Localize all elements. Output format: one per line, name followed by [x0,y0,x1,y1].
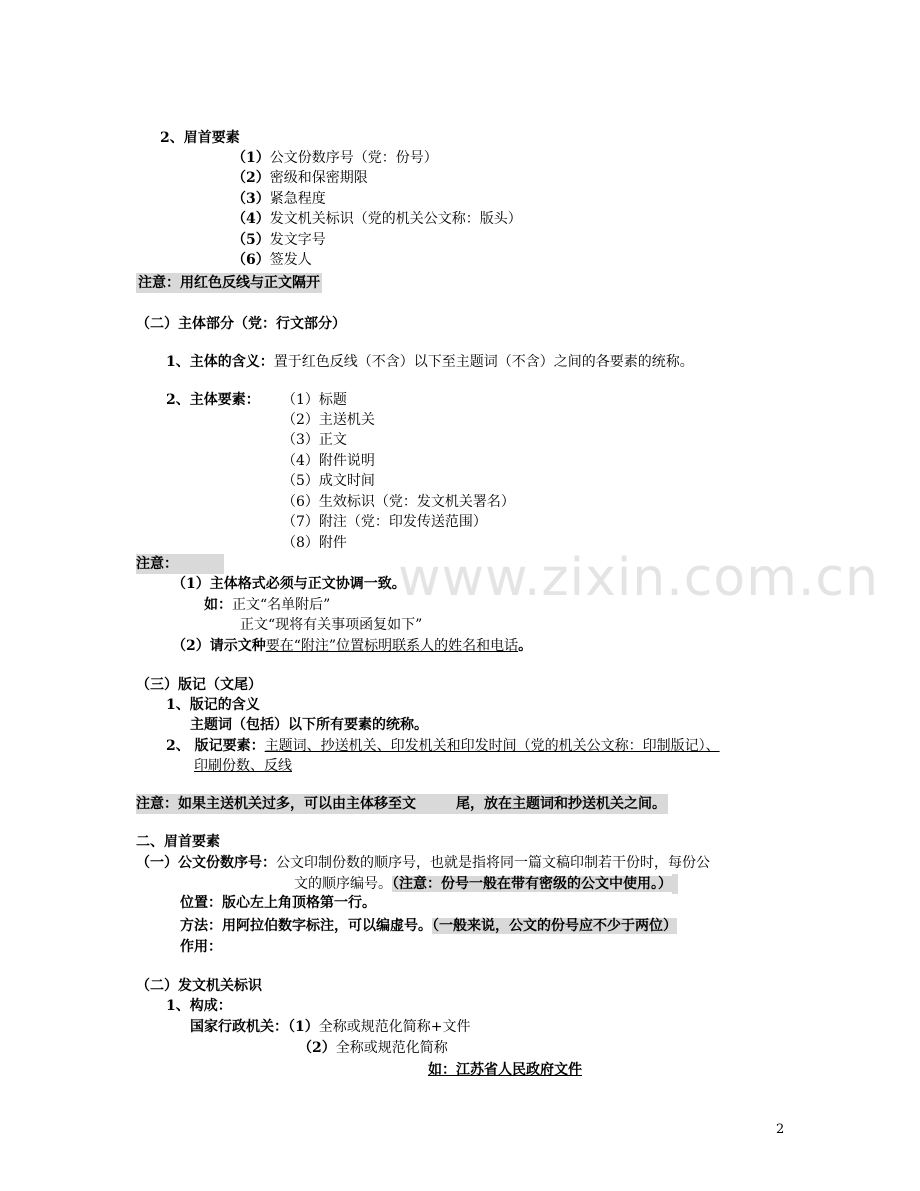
list-item: （7）附注（党：印发传送范围） [282,514,487,530]
elements-line: 2、 版记要素：主题词、抄送机关、印发机关和印发时间（党的机关公文称：印制版记）、 [166,738,720,754]
list-item: （3）正文 [282,432,347,448]
note-label: 注意： [136,554,224,574]
list-item: （8）附件 [282,535,347,551]
option-line: （2）全称或规范化简称 [298,1040,448,1056]
elements-label: 2、主体要素： [166,392,260,408]
body-line: 方法：用阿拉伯数字标注，可以编虚号。（一般来说，公文的份号应不少于两位） [180,918,677,934]
watermark: www.zixin.com.cn [398,548,879,608]
section-heading: 2、眉首要素 [160,130,240,146]
highlighted-note: 注意：如果主送机关过多，可以由主体移至文 尾，放在主题词和抄送机关之间。 [136,796,666,812]
list-item: （6）签发人 [232,252,312,268]
example-line: 如：江苏省人民政府文件 [428,1062,582,1078]
example-line: 正文“现将有关事项函复如下” [240,617,423,633]
body-line: 主题词（包括）以下所有要素的统称。 [190,717,428,733]
note-item: （2）请示文种要在“附注”位置标明联系人的姓名和电话。 [172,638,533,654]
definition-line: 文的顺序编号。（注意：份号一般在带有密级的公文中使用。） [294,874,678,894]
list-item: （6）生效标识（党：发文机关署名） [282,494,515,510]
definition-line: （一）公文份数序号：公文印制份数的顺序号，也就是指将同一篇文稿印制若干份时，每份公 [136,855,710,871]
list-item: （1）标题 [282,392,347,408]
section-heading: （二）发文机关标识 [136,978,262,994]
subheading: 1、版记的含义 [166,697,260,713]
definition-line: 1、主体的含义：置于红色反线（不含）以下至主题词（不含）之间的各要素的统称。 [166,354,694,370]
body-line: 作用： [180,939,222,955]
list-item: （4）发文机关标识（党的机关公文称：版头） [232,211,522,227]
section-heading: 二、眉首要素 [136,834,220,850]
section-heading: （二）主体部分（党：行文部分） [136,316,346,332]
list-item: （4）附件说明 [282,453,375,469]
note-item: （1）主体格式必须与正文协调一致。 [172,576,406,592]
section-heading: （三）版记（文尾） [136,677,262,693]
list-item: （5）发文字号 [232,232,326,248]
option-line: 国家行政机关：（1）全称或规范化简称+文件 [190,1019,471,1035]
example-line: 如：正文“名单附后” [204,597,331,613]
list-item: （3）紧急程度 [232,191,326,207]
list-item: （2）主送机关 [282,412,375,428]
highlighted-note: 注意：用红色反线与正文隔开 [138,275,320,291]
elements-line: 印刷份数、反线 [194,758,292,774]
subheading: 1、构成： [166,998,232,1014]
list-item: （1）公文份数序号（党：份号） [232,150,438,166]
list-item: （5）成文时间 [282,473,375,489]
list-item: （2）密级和保密期限 [232,170,368,186]
page-number: 2 [776,1122,785,1137]
body-line: 位置：版心左上角顶格第一行。 [180,895,376,911]
